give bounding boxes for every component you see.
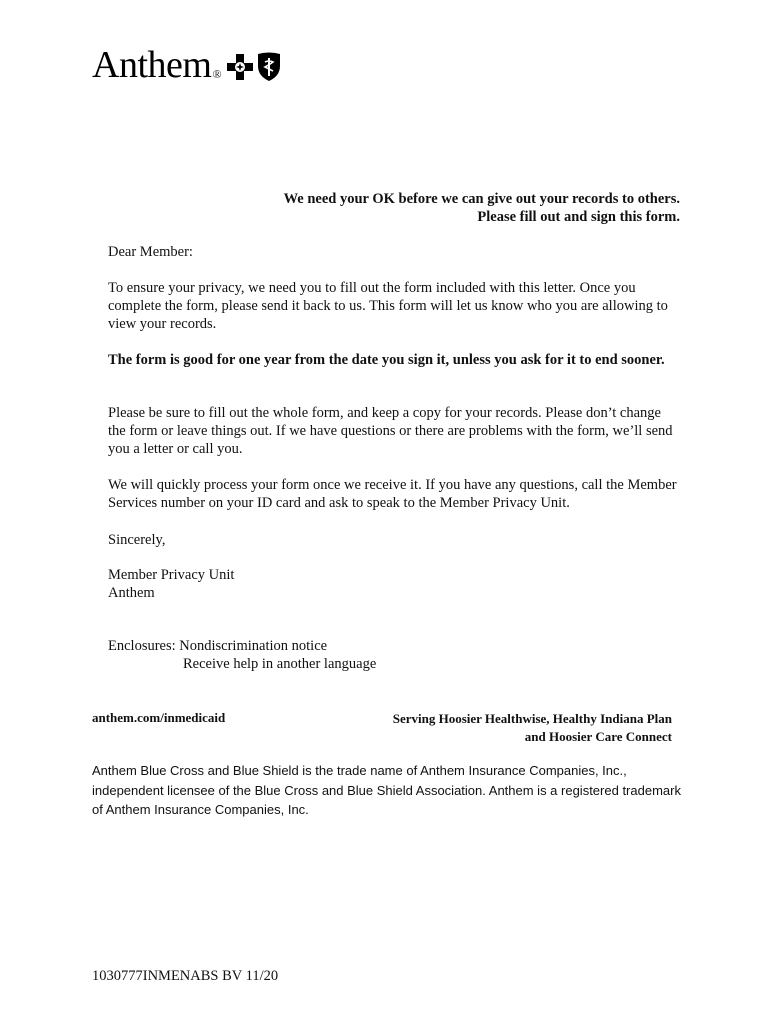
closing: Sincerely, <box>108 532 166 548</box>
enclosures <box>108 637 678 673</box>
letter-heading <box>160 190 680 226</box>
logo-marks <box>226 52 282 82</box>
paragraph-processing: We will quickly process your form once we receive it. If you have any questions, call the Member Services number on your ID card and ask to speak to the Member Privacy Unit. <box>108 477 677 511</box>
document-code: 1030777INMENABS BV 11/20 <box>92 968 279 984</box>
paragraph-privacy: To ensure your privacy, we need you to fill out the form included with this letter. Once you complete the form, please send it back to us. This form will let us know who you are allowing to view your records. <box>108 280 668 332</box>
signature-line-1: Member Privacy Unit <box>108 567 235 583</box>
serving-plans <box>252 710 672 745</box>
blue-shield-icon <box>256 52 282 82</box>
signature-line-2: Anthem <box>108 585 155 601</box>
heading-line-1: We need your OK before we can give out your records to others. <box>283 191 680 207</box>
anthem-logo <box>92 44 282 84</box>
registered-mark: ® <box>212 67 222 81</box>
enclosures-line-1: Enclosures: Nondiscrimination notice <box>108 638 328 654</box>
trademark-notice: Anthem Blue Cross and Blue Shield is the trade name of Anthem Insurance Companies, Inc., independent licensee of the Blue Cross and Blue Shield Association. Anthem is a registered trademark of Anthem Insurance Companies, Inc. <box>92 763 681 817</box>
website-url: anthem.com/inmedicaid <box>92 710 226 725</box>
enclosures-line-2: Receive help in another language <box>183 656 377 672</box>
paragraph-validity: The form is good for one year from the date you sign it, unless you ask for it to end sooner. <box>108 352 665 368</box>
logo-wordmark: Anthem <box>92 44 212 86</box>
signature-block <box>108 566 678 602</box>
serving-line-1: Serving Hoosier Healthwise, Healthy Indiana Plan <box>392 711 672 726</box>
heading-line-2: Please fill out and sign this form. <box>477 209 680 225</box>
salutation: Dear Member: <box>108 244 193 260</box>
serving-line-2: and Hoosier Care Connect <box>524 728 672 744</box>
paragraph-instructions: Please be sure to fill out the whole form, and keep a copy for your records. Please don’t change the form or leave things out. If we have questions or there are problems with the form, we’ll send you a letter or call you. <box>108 405 673 457</box>
blue-cross-icon <box>226 53 254 81</box>
